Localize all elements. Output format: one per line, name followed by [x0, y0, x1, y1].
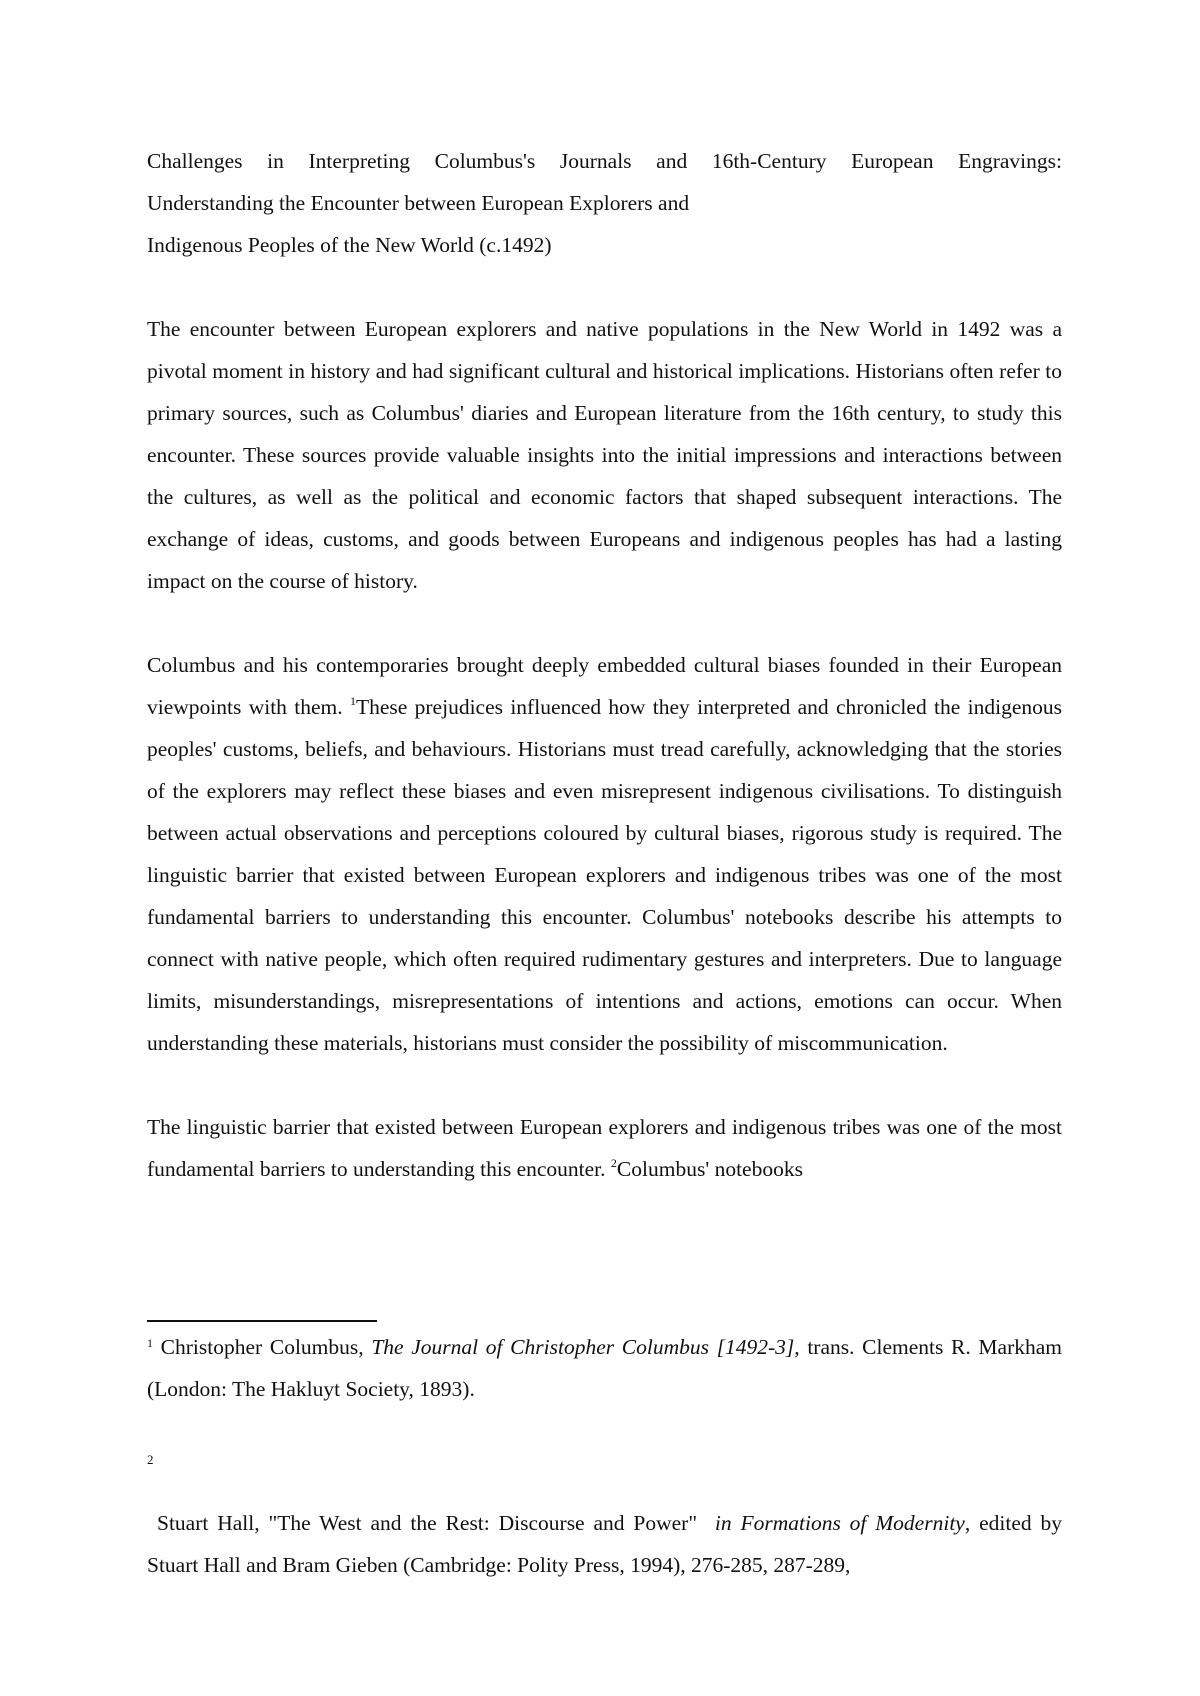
paragraph-3 [147, 1106, 1062, 1190]
paragraph-1: The encounter between European explorers and native populations in the New World in 1492 was a pivotal moment in history and had significant cultural and historical implications. Historians often refer to primary sources, such as Columbus' diaries and European literature from the 16th century, to study this encounter. These sources provide valuable insights into the initial impressions and interactions between the cultures, as well as the political and economic factors that shaped subsequent interactions. The exchange of ideas, customs, and goods between Europeans and indigenous peoples has had a lasting impact on the course of history. [147, 317, 1062, 593]
footnote-2-rest: , edited by Stuart Hall and Bram Gieben (Cambridge: Polity Press, 1994), 276-285, 287-289, [147, 1511, 1062, 1577]
footnote-2 [147, 1502, 1062, 1586]
footnote-reference-1[interactable]: 1 [349, 694, 356, 708]
paragraph-2-text-b: These prejudices influenced how they interpreted and chronicled the indigenous peoples' customs, beliefs, and behaviours. Historians must tread carefully, acknowledging that the stories of the explorers may reflect these biases and even misrepresent indigenous civilisations. To distinguish between actual observations and perceptions coloured by cultural biases, rigorous study is required. The linguistic barrier that existed between European explorers and indigenous tribes was one of the most fundamental barriers to understanding this encounter. Columbus' notebooks describe his attempts to connect with native people, which often required rudimentary gestures and interpreters. Due to language limits, misunderstandings, misrepresentations of intentions and actions, emotions can occur. When understanding these materials, historians must consider the possibility of miscommunication. [147, 695, 1062, 1055]
document-body [147, 140, 1062, 1190]
document-title-line-1: Challenges in Interpreting Columbus's Journals and 16th-Century European Engravings: [147, 149, 1062, 173]
spacer [147, 602, 1062, 644]
footnote-1-rest: , trans. Clements R. Markham (London: The Hakluyt Society, 1893). [147, 1335, 1063, 1401]
footnote-1 [147, 1326, 1062, 1410]
footnotes [147, 1326, 1062, 1586]
paragraph-2 [147, 644, 1062, 1064]
footnote-1-title: The Journal of Christopher Columbus [1492-3] [371, 1335, 795, 1359]
document-title-line-3: Indigenous Peoples of the New World (c.1492) [147, 233, 552, 257]
spacer [147, 1064, 1062, 1106]
paragraph-2-text-a: Columbus and his contemporaries brought deeply embedded cultural biases founded in their European viewpoints with them. [147, 653, 1062, 719]
paragraph-3-text-b: Columbus' notebooks [616, 1157, 803, 1181]
footnote-1-marker: 1 [147, 1336, 153, 1350]
footnote-2-in: in [714, 1511, 732, 1535]
paragraph-3-text-a: The linguistic barrier that existed between European explorers and indigenous tribes was one of the most fundamental barriers to understanding this encounter. [147, 1115, 1062, 1181]
spacer [147, 266, 1062, 308]
footnote-2-lead: Stuart Hall, "The West and the Rest: Discourse and Power" [157, 1511, 698, 1535]
footnote-separator [147, 1320, 377, 1322]
footnote-reference-2[interactable]: 2 [610, 1156, 617, 1170]
footnote-2-book-title: Formations of Modernity [740, 1511, 965, 1535]
footnote-2-marker: 2 [147, 1452, 154, 1467]
document-title-line-2: Understanding the Encounter between European Explorers and [147, 191, 690, 215]
footnote-1-author: Christopher Columbus, [160, 1335, 364, 1359]
